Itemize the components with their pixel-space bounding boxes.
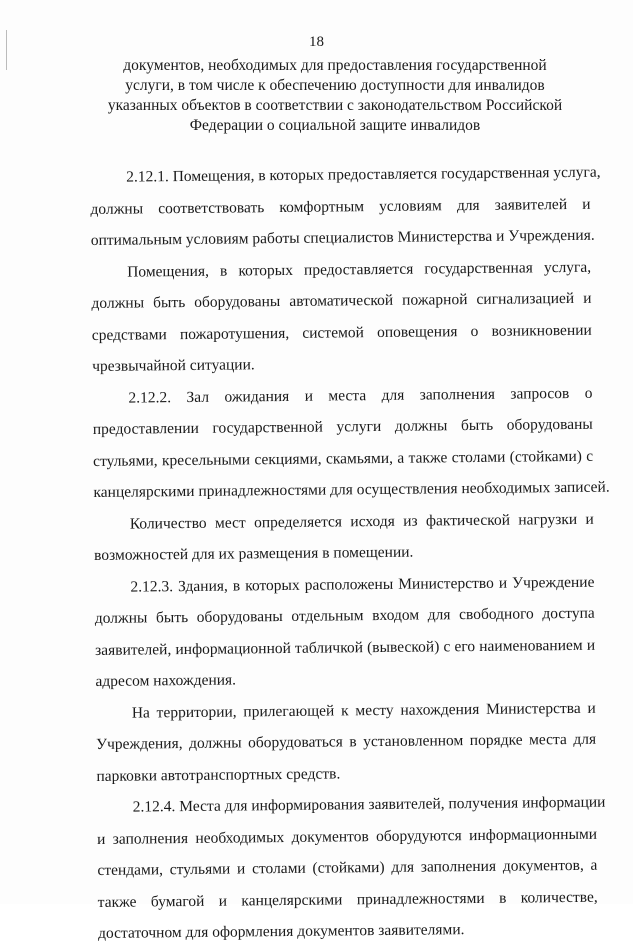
paragraph-2-12-4: [97, 787, 606, 949]
text-line: парковки автотранспортных средств.: [96, 764, 341, 785]
text-line: должны быть оборудованы отдельным входом для свободного доступа: [94, 604, 595, 627]
text-line: заявителей, информационной табличкой (вывеской) с его наименованием и: [95, 636, 596, 659]
paragraph-2-12-2: [92, 377, 610, 508]
text-line: стульями, кресельными секциями, скамьями, а также столами (стойками) с: [93, 447, 594, 470]
paragraph-parking: [96, 692, 597, 792]
text-line: средствами пожаротушения, системой оповещения о возникновении: [91, 321, 592, 344]
text-line: оптимальным условиям работы специалистов Министерства и Учреждения.: [90, 226, 595, 249]
text-line: должны соответствовать комфортным условиям для заявителей и: [90, 195, 591, 218]
heading-line: Федерации о социальной защите инвалидов: [189, 117, 481, 134]
text-line: и заполнения необходимых документов оборудуются информационными: [97, 825, 598, 848]
text-line: возможностей для их размещения в помещении.: [94, 543, 414, 564]
text-line: 2.12.1. Помещения, в которых предоставляется государственная услуга,: [126, 163, 601, 186]
text-line: канцелярскими принадлежностями для осуществления необходимых записей.: [93, 478, 610, 501]
text-line: Учреждения, должны оборудоваться в установленном порядке места для: [96, 730, 597, 753]
text-line: На территории, прилегающей к месту нахождения Министерства и: [131, 699, 596, 722]
paragraph-premises-fire-safety: [91, 251, 592, 382]
text-line: Количество мест определяется исходя из фактической нагрузки и: [129, 510, 594, 533]
paragraph-seat-count: [94, 503, 595, 571]
heading-line: указанных объектов в соответствии с законодательством Российской: [107, 97, 563, 114]
text-line: достаточном для оформления документов заявителями.: [97, 921, 465, 942]
text-line: чрезвычайной ситуации.: [92, 356, 255, 375]
paragraph-2-12-3: [94, 566, 595, 697]
paragraph-2-12-1: [90, 157, 601, 257]
page-number: 18: [309, 34, 324, 50]
text-line: предоставлении государственной услуги должны быть оборудованы: [92, 415, 593, 438]
document-body: [90, 157, 610, 949]
text-line: 2.12.3. Здания, в которых расположены Министерство и Учреждение: [130, 573, 595, 596]
text-line: 2.12.2. Зал ожидания и места для заполнения запросов о: [128, 384, 593, 407]
section-heading: [100, 56, 570, 136]
text-line: стендами, стульями и столами (стойками) для заполнения документов, а: [97, 856, 598, 879]
text-line: Помещения, в которых предоставляется государственная услуга,: [127, 258, 592, 281]
text-line: адресом нахождения.: [95, 671, 237, 690]
heading-line: документов, необходимых для предоставления государственной: [123, 57, 547, 74]
text-line: должны быть оборудованы автоматической пожарной сигнализацией и: [91, 289, 592, 312]
heading-line: услуги, в том числе к обеспечению доступности для инвалидов: [125, 77, 545, 94]
text-line: также бумагой и канцелярскими принадлежностями в количестве,: [97, 888, 598, 911]
text-line: 2.12.4. Места для информирования заявителей, получения информации: [132, 793, 606, 816]
